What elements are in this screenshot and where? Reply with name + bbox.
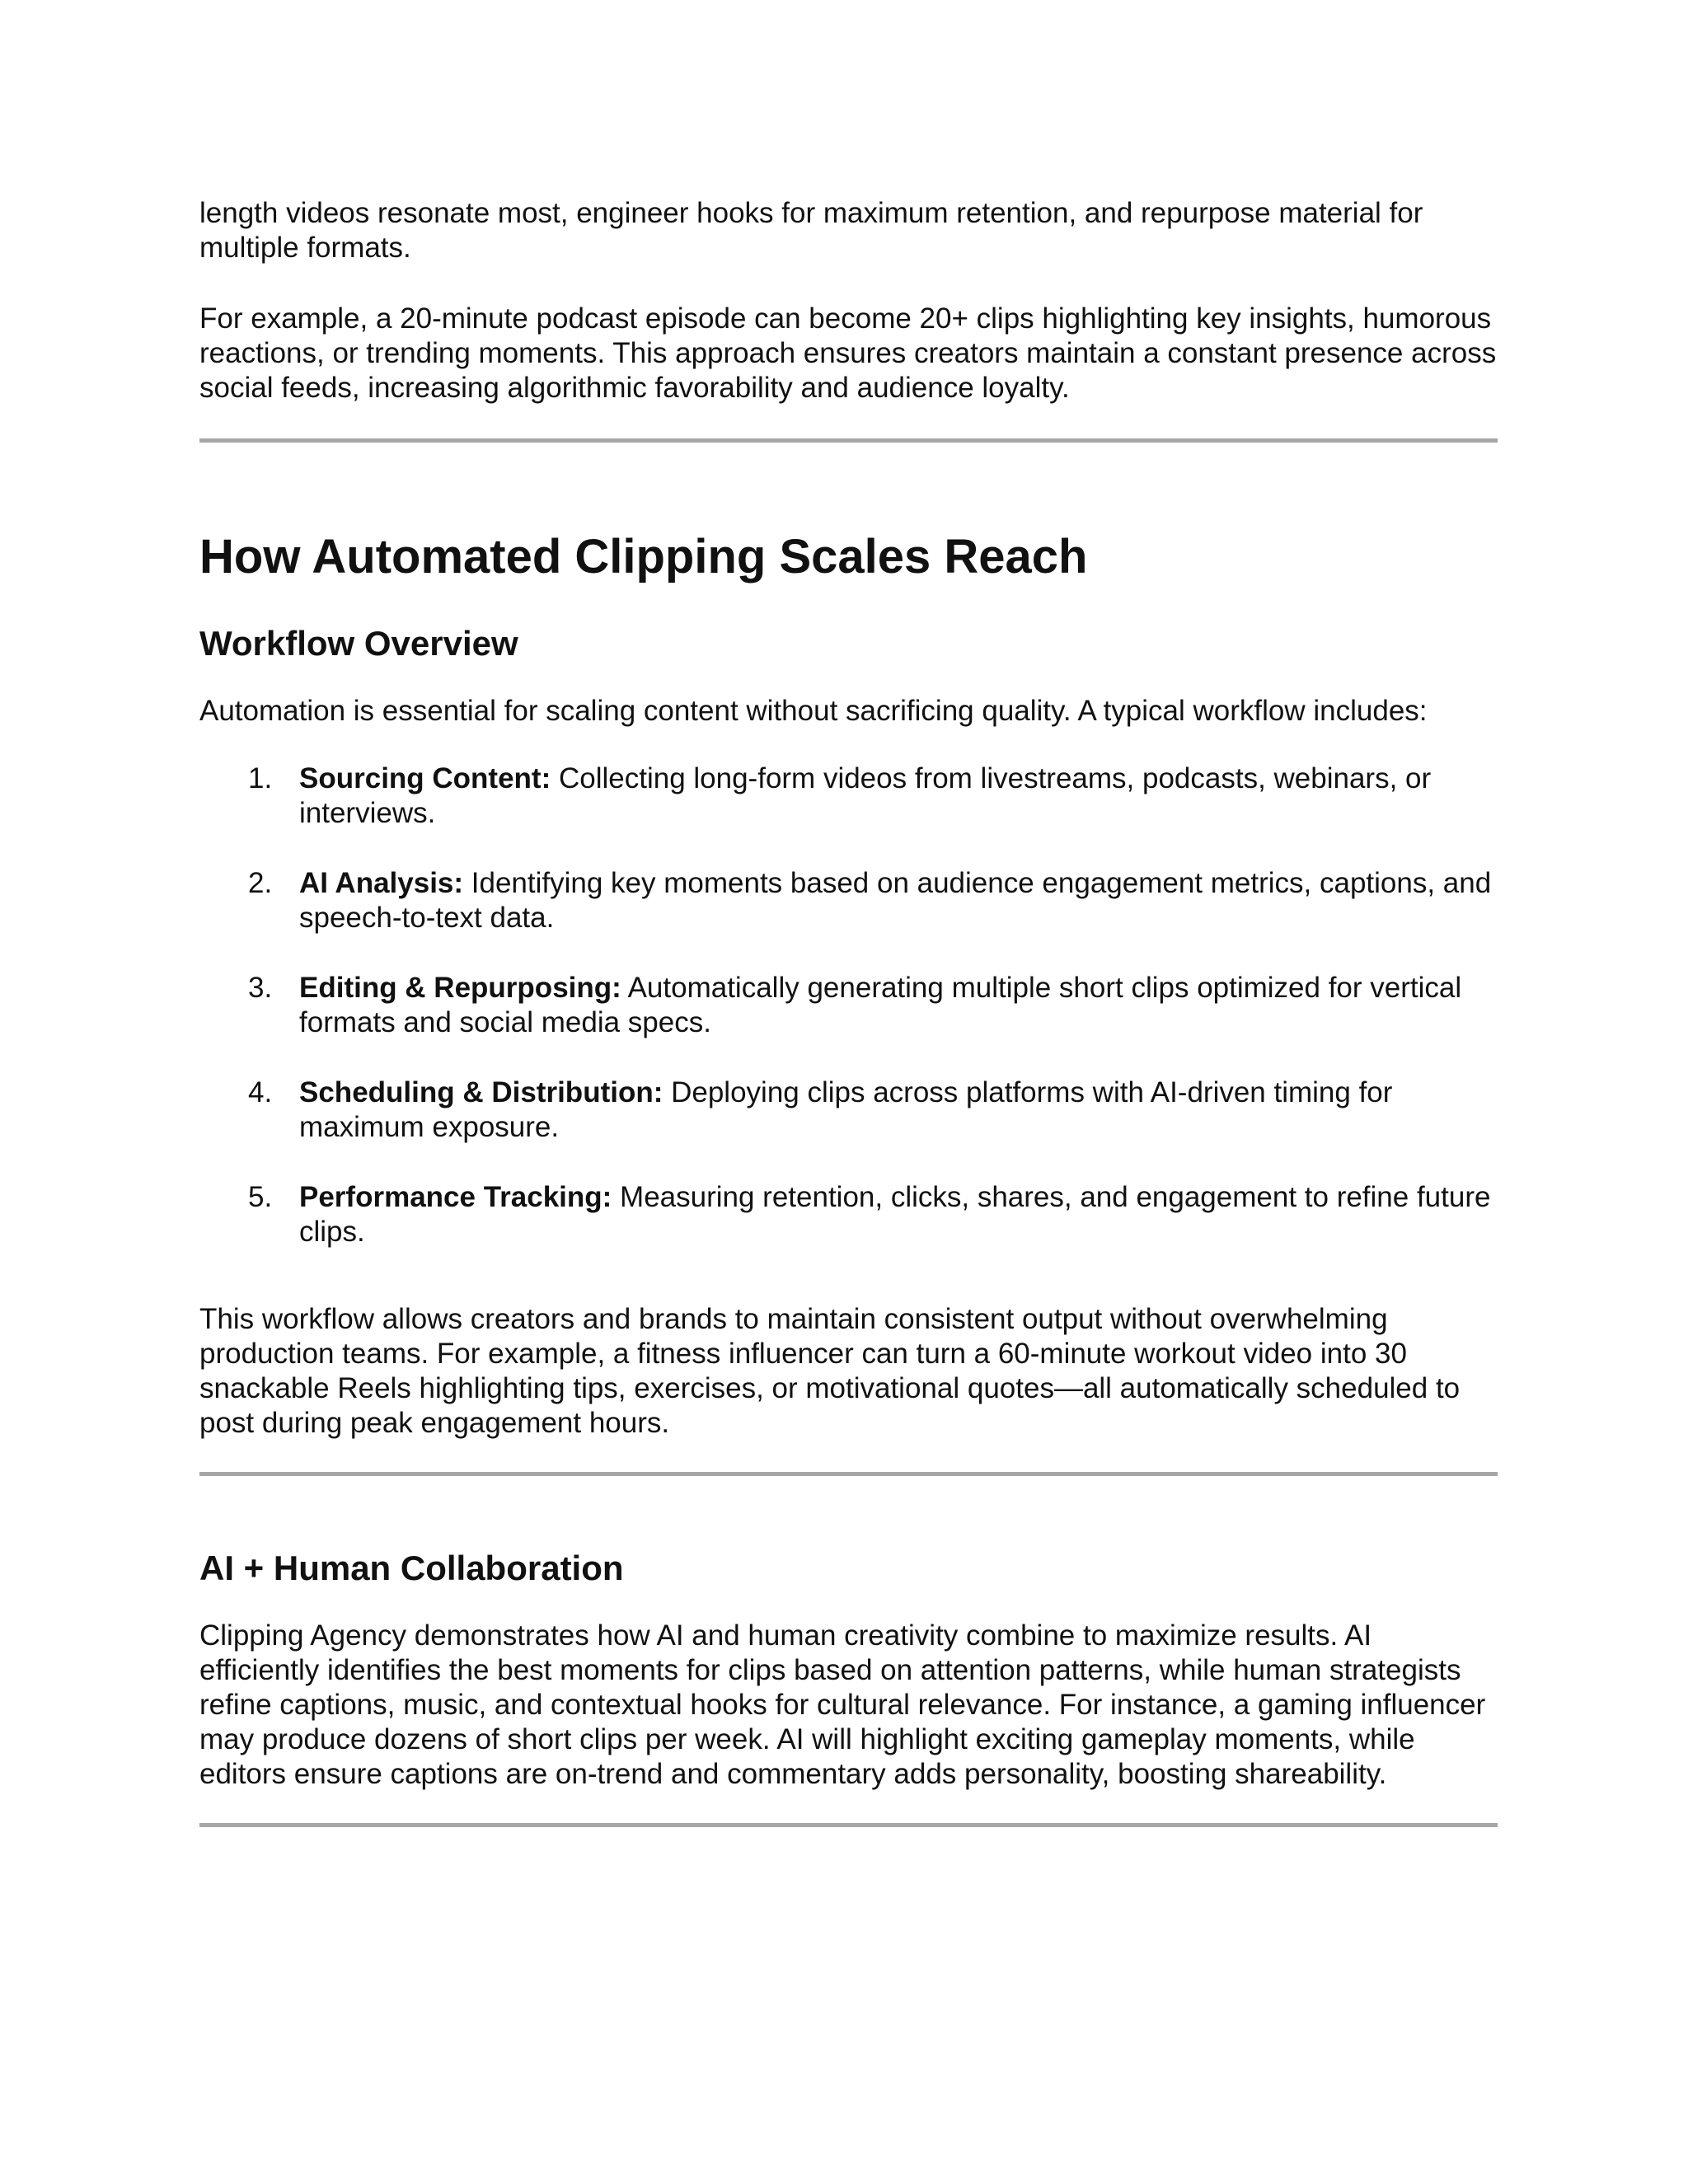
workflow-steps-list	[199, 762, 1498, 1249]
list-item-number: 4.	[248, 1076, 273, 1108]
list-item	[199, 971, 1498, 1040]
list-item-term: Editing & Repurposing:	[299, 972, 621, 1004]
section-divider	[199, 1823, 1498, 1827]
list-item-term: AI Analysis:	[299, 867, 464, 899]
workflow-lead-paragraph: Automation is essential for scaling content without sacrificing quality. A typical workflow includes:	[199, 695, 1428, 727]
list-item-text: Deploying clips across platforms with AI-driven timing for maximum exposure.	[299, 1076, 1393, 1143]
list-item-term: Performance Tracking:	[299, 1181, 612, 1213]
subheading-workflow-overview: Workflow Overview	[199, 624, 518, 663]
workflow-closing-paragraph: This workflow allows creators and brands to maintain consistent output without overwhelming production teams. For example, a fitness influencer can turn a 60-minute workout video into 30 snackable Reels highlighting tips, exercises, or motivational quotes—all automatically scheduled to post during peak engagement hours.	[199, 1303, 1461, 1439]
list-item	[199, 1180, 1498, 1249]
collaboration-paragraph: Clipping Agency demonstrates how AI and human creativity combine to maximize results. AI efficiently identifies the best moments for clips based on attention patterns, while human strategists refine captions, music, and contextual hooks for cultural relevance. For instance, a gaming influencer may produce dozens of short clips per week. AI will highlight exciting gameplay moments, while editors ensure captions are on-trend and commentary adds personality, boosting shareability.	[199, 1619, 1486, 1790]
subheading-ai-human-collaboration: AI + Human Collaboration	[199, 1549, 624, 1587]
list-item-number: 3.	[248, 972, 273, 1004]
list-item-number: 2.	[248, 867, 273, 899]
list-item	[199, 762, 1498, 831]
list-item-number: 1.	[248, 762, 273, 794]
list-item-term: Scheduling & Distribution:	[299, 1076, 663, 1108]
list-item-text: Identifying key moments based on audience engagement metrics, captions, and speech-to-text data.	[299, 867, 1492, 934]
document-page	[199, 196, 1498, 1827]
list-item-term: Sourcing Content:	[299, 762, 551, 794]
list-item-text: Automatically generating multiple short clips optimized for vertical formats and social media specs.	[299, 972, 1462, 1038]
section-divider	[199, 438, 1498, 443]
intro-paragraph-2: For example, a 20-minute podcast episode can become 20+ clips highlighting key insights, humorous reactions, or trending moments. This approach ensures creators maintain a constant presence across social feeds, increasing algorithmic favorability and audience loyalty.	[199, 302, 1497, 404]
list-item-text: Measuring retention, clicks, shares, and engagement to refine future clips.	[299, 1181, 1491, 1248]
list-item	[199, 866, 1498, 935]
list-item	[199, 1076, 1498, 1145]
section-heading-scaling: How Automated Clipping Scales Reach	[199, 530, 1088, 583]
section-divider	[199, 1472, 1498, 1476]
list-item-text: Collecting long-form videos from livestreams, podcasts, webinars, or interviews.	[299, 762, 1432, 829]
list-item-number: 5.	[248, 1181, 273, 1213]
intro-paragraph-1: length videos resonate most, engineer hooks for maximum retention, and repurpose material for multiple formats.	[199, 197, 1423, 264]
